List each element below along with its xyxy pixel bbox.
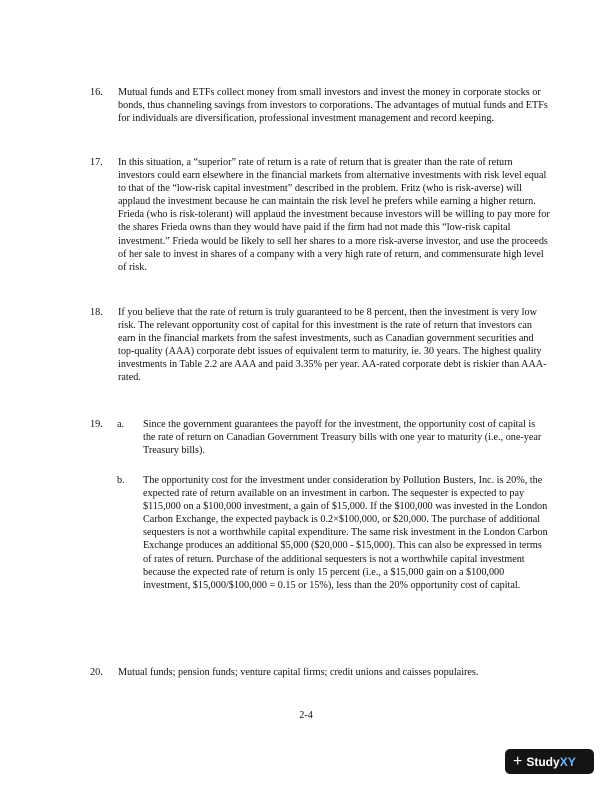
answer-number: 20.: [90, 667, 103, 678]
sub-text: Since the government guarantees the payoff for the investment, the opportunity cost of capital is the rate of return on Canadian Government Treasury bills with one year to maturity (i.e., one-year Treasury bills).: [143, 419, 542, 457]
studyxy-badge[interactable]: [505, 749, 594, 774]
badge-brand-accent: XY: [559, 754, 576, 769]
answer-number: 18.: [90, 307, 103, 318]
page-number: 2-4: [299, 710, 313, 721]
answer-text: Mutual funds and ETFs collect money from small investors and invest the money in corporate stocks or bonds, thus channeling savings from investors to corporations. The advantages of mutual funds and ETFs for individuals are diversification, professional investment management and record keeping.: [118, 87, 548, 125]
answer-number: 16.: [90, 87, 103, 98]
plus-icon: +: [513, 752, 523, 770]
answer-17: [90, 156, 550, 274]
answer-number: 19.: [90, 419, 103, 430]
answer-16: [90, 86, 550, 125]
answer-text: In this situation, a “superior” rate of return is a rate of return that is greater than the rate of return investors could earn elsewhere in the financial markets from alternative investments with risk level equal to that of the “low-risk capital investment” described in the problem. Fritz (who is risk-averse) will applaud the investment because he can maintain the risk level he prefers while earning a higher return. Frieda (who is risk-tolerant) will applaud the investment because investors will be willing to pay more for the shares Frieda owns than they would have paid if the firm had not made this “low-risk capital investment.” Frieda would be likely to sell her shares to a more risk-averse investor, and use the proceeds of her sale to invest in shares of a company with a very high rate of return, and commensurate high level of risk.: [118, 157, 550, 273]
answer-number: 17.: [90, 157, 103, 168]
answer-19b: [117, 474, 549, 592]
badge-brand: Study: [526, 754, 560, 769]
sub-letter: a.: [117, 419, 125, 430]
sub-text: The opportunity cost for the investment under consideration by Pollution Busters, Inc. is 20%, the expected rate of return available on an investment in carbon. The sequester is expected to pay $115,000 on a $100,000 investment, a gain of $15,000. If the $100,000 was invested in the London Carbon Exchange, the expected payback is 0.2×$100,000, or $20,000. The purchase of additional sequesters is not a worthwhile capital expenditure. The same risk investment in the London Carbon Exchange produces an additional $5,000 ($20,000 - $15,000). This can also be expressed in terms of rates of return. Purchase of the additional sequesters is not a worthwhile capital investment because the expected rate of return is only 15 percent (i.e., a $15,000 gain on a $100,000 investment, $15,000/$100,000 = 0.15 or 15%), less than the 20% opportunity cost of capital.: [143, 475, 548, 591]
answer-text: Mutual funds; pension funds; venture capital firms; credit unions and caisses populaires.: [118, 667, 479, 678]
answer-20: [90, 666, 550, 679]
answer-text: If you believe that the rate of return is truly guaranteed to be 8 percent, then the investment is very low risk. The relevant opportunity cost of capital for this investment is the rate of return that investors can earn in the financial markets from the safest investments, such as Canadian government securities and top-quality (AAA) corporate debt issues of equivalent term to maturity, ie. 30 years. The highest quality investments in Table 2.2 are AAA and paid 3.35% per year. AA-rated corporate debt is riskier than AAA-rated.: [118, 307, 547, 384]
answer-18: [90, 306, 550, 385]
sub-letter: b.: [117, 475, 125, 486]
answer-19a: [117, 418, 549, 457]
